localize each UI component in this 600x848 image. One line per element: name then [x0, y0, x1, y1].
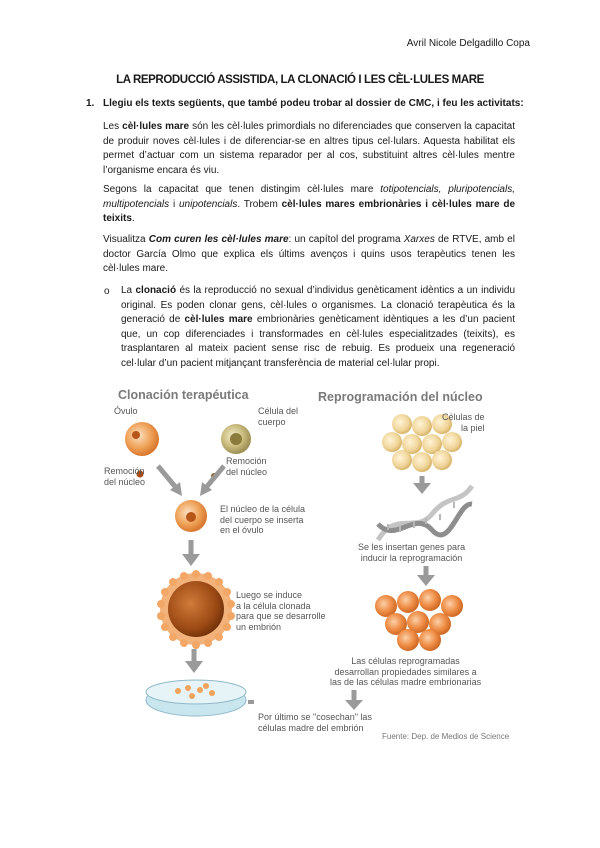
label-inserta: El núcleo de la célula del cuerpo se inserta en el óvulo — [220, 504, 306, 535]
body-cell — [221, 424, 251, 454]
label-celula-cuerpo: Célula del cuerpo — [258, 406, 299, 427]
label-cosechan: Por último se "cosechan" las células madre del embrión — [258, 712, 372, 733]
paragraph-video: Visualitza Com curen les cèl·lules mare: un capítol del programa Xarxes de RTVE, amb el doctor García Olmo que explica els últims avenços i quins usos terapèutics tenen les cèl·lules mare. — [103, 234, 515, 274]
label-piel: Células de la piel — [442, 412, 485, 433]
label-ovulo: Óvulo — [114, 406, 138, 416]
label-reprogramadas: Las células reprogramadas desarrollan propiedades similares a las de las células madre embrionarias — [330, 656, 482, 687]
paragraph-cloning: La clonació és la reproducció no sexual d’individus genèticament idèntics a un individu original. Es poden clonar gens, cèl·lules o organismes. La clonació terapèutica és la generació de cèl·lules mare embrionàries genèticament idèntiques a les d’un pacient que, un cop diferenciades i transformades en cèl·lules especialitzades (teixits), es trasplantaren al mateix pacient sense risc de rebuig. Es produeix una regeneració cel·lular d’un pacient mitjançant transferència de material cel·lular propi. — [121, 285, 516, 369]
reprogrammed-cells — [375, 589, 463, 651]
bullet-marker: o — [104, 286, 110, 297]
label-remocion-left: Remoción del núcleo — [104, 466, 146, 487]
question-number: 1. — [86, 98, 95, 109]
figure-graphics — [96, 384, 516, 744]
question-text: Llegiu els texts següents, que també podeu trobar al dossier de CMC, i feu les activitats: — [103, 98, 524, 109]
fused-cell — [175, 500, 207, 532]
dna-helix — [378, 486, 472, 540]
label-remocion-right: Remoción del núcleo — [226, 456, 268, 477]
petri-dish — [146, 680, 246, 716]
cloning-figure — [96, 384, 516, 744]
page-title: LA REPRODUCCIÓ ASSISTIDA, LA CLONACIÓ I LES CÈL·LULES MARE — [116, 74, 484, 86]
heading-nuclear-reprogramming: Reprogramación del núcleo — [318, 390, 483, 404]
paragraph-types: Segons la capacitat que tenen distingim cèl·lules mare totipotencials, pluripotencials, multipotencials i unipotencials. Trobem cèl·lules mares embrionàries i cèl·lules mare de teixits. — [103, 184, 515, 224]
figure-source: Fuente: Dep. de Medios de Science — [382, 732, 510, 741]
label-induce: Luego se induce a la célula clonada para que se desarrolle un embrión — [236, 590, 326, 632]
video-title: Com curen les cèl·lules mare — [148, 234, 289, 245]
author-name: Avril Nicole Delgadillo Copa — [406, 38, 530, 49]
question-1 — [86, 98, 524, 109]
paragraph-stem-cells: Les cèl·lules mare són les cèl·lules primordials no diferenciades que conserven la capacitat de produir noves cèl·lules i de diferenciar-se en altres tipus cel·lulars. Aquesta habilitat els permet d’actuar com un sistema reparador per al cos, substituint altres cèl·lules mentre l’organisme encara és viu. — [103, 121, 515, 176]
heading-therapeutic-cloning: Clonación terapéutica — [118, 388, 249, 402]
embryo — [157, 570, 235, 649]
ovulo-cell — [125, 422, 159, 456]
label-genes: Se les insertan genes para inducir la reprogramación — [358, 542, 466, 563]
